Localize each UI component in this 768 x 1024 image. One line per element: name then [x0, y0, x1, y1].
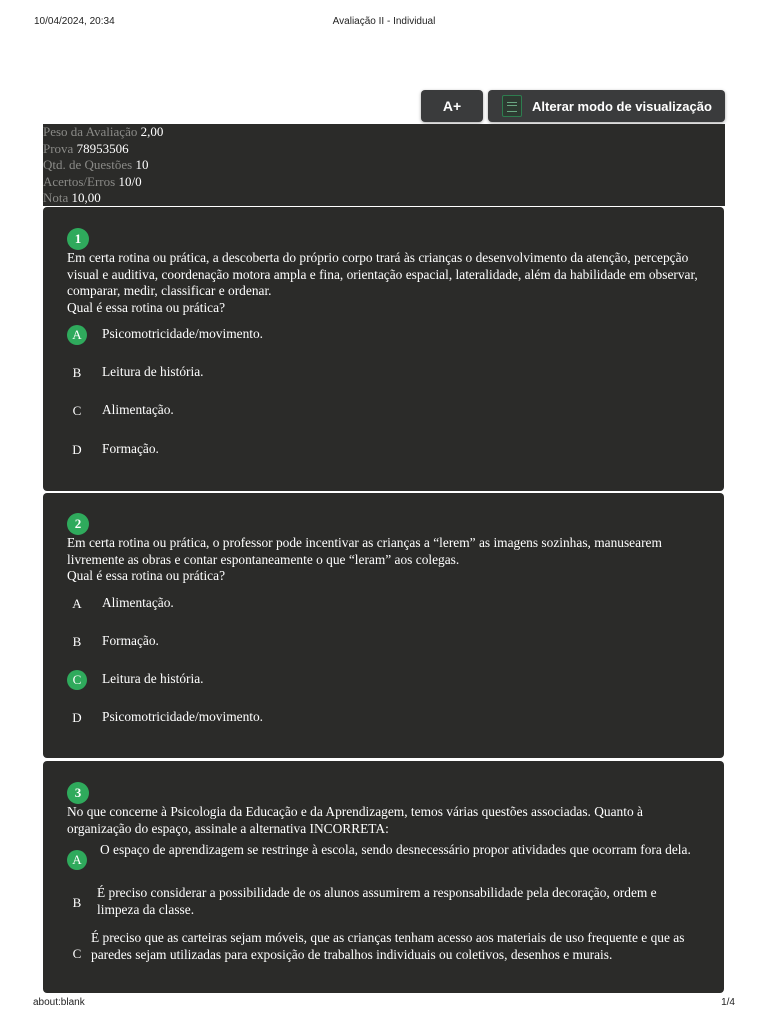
question-number-badge: 3	[67, 782, 89, 804]
question-prompt: Qual é essa rotina ou prática?	[67, 299, 226, 315]
option-letter: A	[72, 596, 82, 611]
option-text: Alimentação.	[102, 402, 174, 417]
question-text: Em certa rotina ou prática, o professor pode incentivar as crianças a “lerem” as imagens sozinhas, manusearem livremente as obras e contar espontaneamente o que “leram” aos colegas. Qual é essa rotina ou prática?	[67, 535, 707, 585]
print-page-number: 1/4	[721, 997, 735, 1008]
question-text: No que concerne à Psicologia da Educação e da Aprendizagem, temos várias questões associadas. Quanto à organização do espaço, assinale a alternativa INCORRETA:	[67, 804, 643, 836]
option-text: É preciso considerar a possibilidade de os alunos assumirem a responsabilidade pela decoração, ordem e limpeza da classe.	[97, 885, 657, 917]
answer-option[interactable]	[67, 363, 707, 387]
question-card	[43, 493, 724, 758]
option-letter: B	[72, 895, 82, 910]
answer-option[interactable]	[67, 842, 707, 878]
option-letter: B	[72, 634, 82, 649]
view-mode-label: Alterar modo de visualização	[532, 98, 712, 114]
question-text: Em certa rotina ou prática, a descoberta do próprio corpo trará às crianças o desenvolvimento da atenção, percepção visual e auditiva, coordenação motora ampla e fina, orientação espacial, lateralidade, além da habilidade em observar, comparar, medir, classificar e ordenar. Qual é essa rotina ou prática?	[67, 250, 707, 316]
font-size-button[interactable]: A+	[421, 90, 483, 122]
print-header	[0, 16, 768, 30]
question-number-badge: 2	[67, 513, 89, 535]
option-text: Psicomotricidade/movimento.	[102, 709, 264, 724]
answer-option[interactable]	[67, 670, 707, 694]
option-text: Alimentação.	[102, 595, 174, 610]
print-datetime: 10/04/2024, 20:34	[34, 16, 115, 27]
question-number-badge: 1	[67, 228, 89, 250]
exam-info-panel	[43, 124, 725, 206]
option-letter: D	[72, 442, 82, 457]
option-letter: D	[72, 710, 82, 725]
option-text: O espaço de aprendizagem se restringe à escola, sendo desnecessário propor atividades que ocorram fora dela.	[100, 842, 691, 857]
info-exam: Prova 78953506	[43, 140, 129, 156]
answer-option[interactable]	[67, 440, 707, 464]
answer-option[interactable]	[67, 594, 707, 618]
answer-option[interactable]	[67, 930, 707, 982]
answer-option[interactable]	[67, 401, 707, 425]
option-text: Psicomotricidade/movimento.	[102, 326, 264, 341]
option-letter-correct: C	[67, 670, 87, 690]
option-text: É preciso que as carteiras sejam móveis, que as crianças tenham acesso aos materiais de uso frequente e que as paredes sejam utilizadas para exposição de trabalhos individuais ou coletivos, desenhos e murais.	[91, 930, 685, 962]
answer-option[interactable]	[67, 885, 707, 921]
question-prompt: Qual é essa rotina ou prática?	[67, 568, 226, 584]
view-mode-button[interactable]	[488, 90, 725, 122]
question-card	[43, 207, 724, 491]
option-text: Leitura de história.	[102, 364, 204, 379]
answer-option[interactable]	[67, 708, 707, 732]
option-letter-correct: A	[67, 325, 87, 345]
answer-option[interactable]	[67, 632, 707, 656]
info-score: Acertos/Erros 10/0	[43, 173, 142, 189]
option-text: Formação.	[102, 633, 159, 648]
option-letter: C	[72, 403, 82, 418]
print-url: about:blank	[33, 997, 85, 1008]
option-text: Formação.	[102, 441, 159, 456]
question-card	[43, 761, 724, 993]
option-text: Leitura de história.	[102, 671, 204, 686]
option-letter-correct: A	[67, 850, 87, 870]
document-view-icon	[502, 95, 522, 117]
option-letter: C	[72, 946, 82, 961]
info-grade: Nota 10,00	[43, 190, 101, 205]
answer-option[interactable]	[67, 325, 707, 349]
print-title: Avaliação II - Individual	[332, 16, 436, 27]
info-weight: Peso da Avaliação 2,00	[43, 124, 164, 139]
option-letter: B	[72, 365, 82, 380]
info-questions: Qtd. de Questões 10	[43, 157, 149, 172]
